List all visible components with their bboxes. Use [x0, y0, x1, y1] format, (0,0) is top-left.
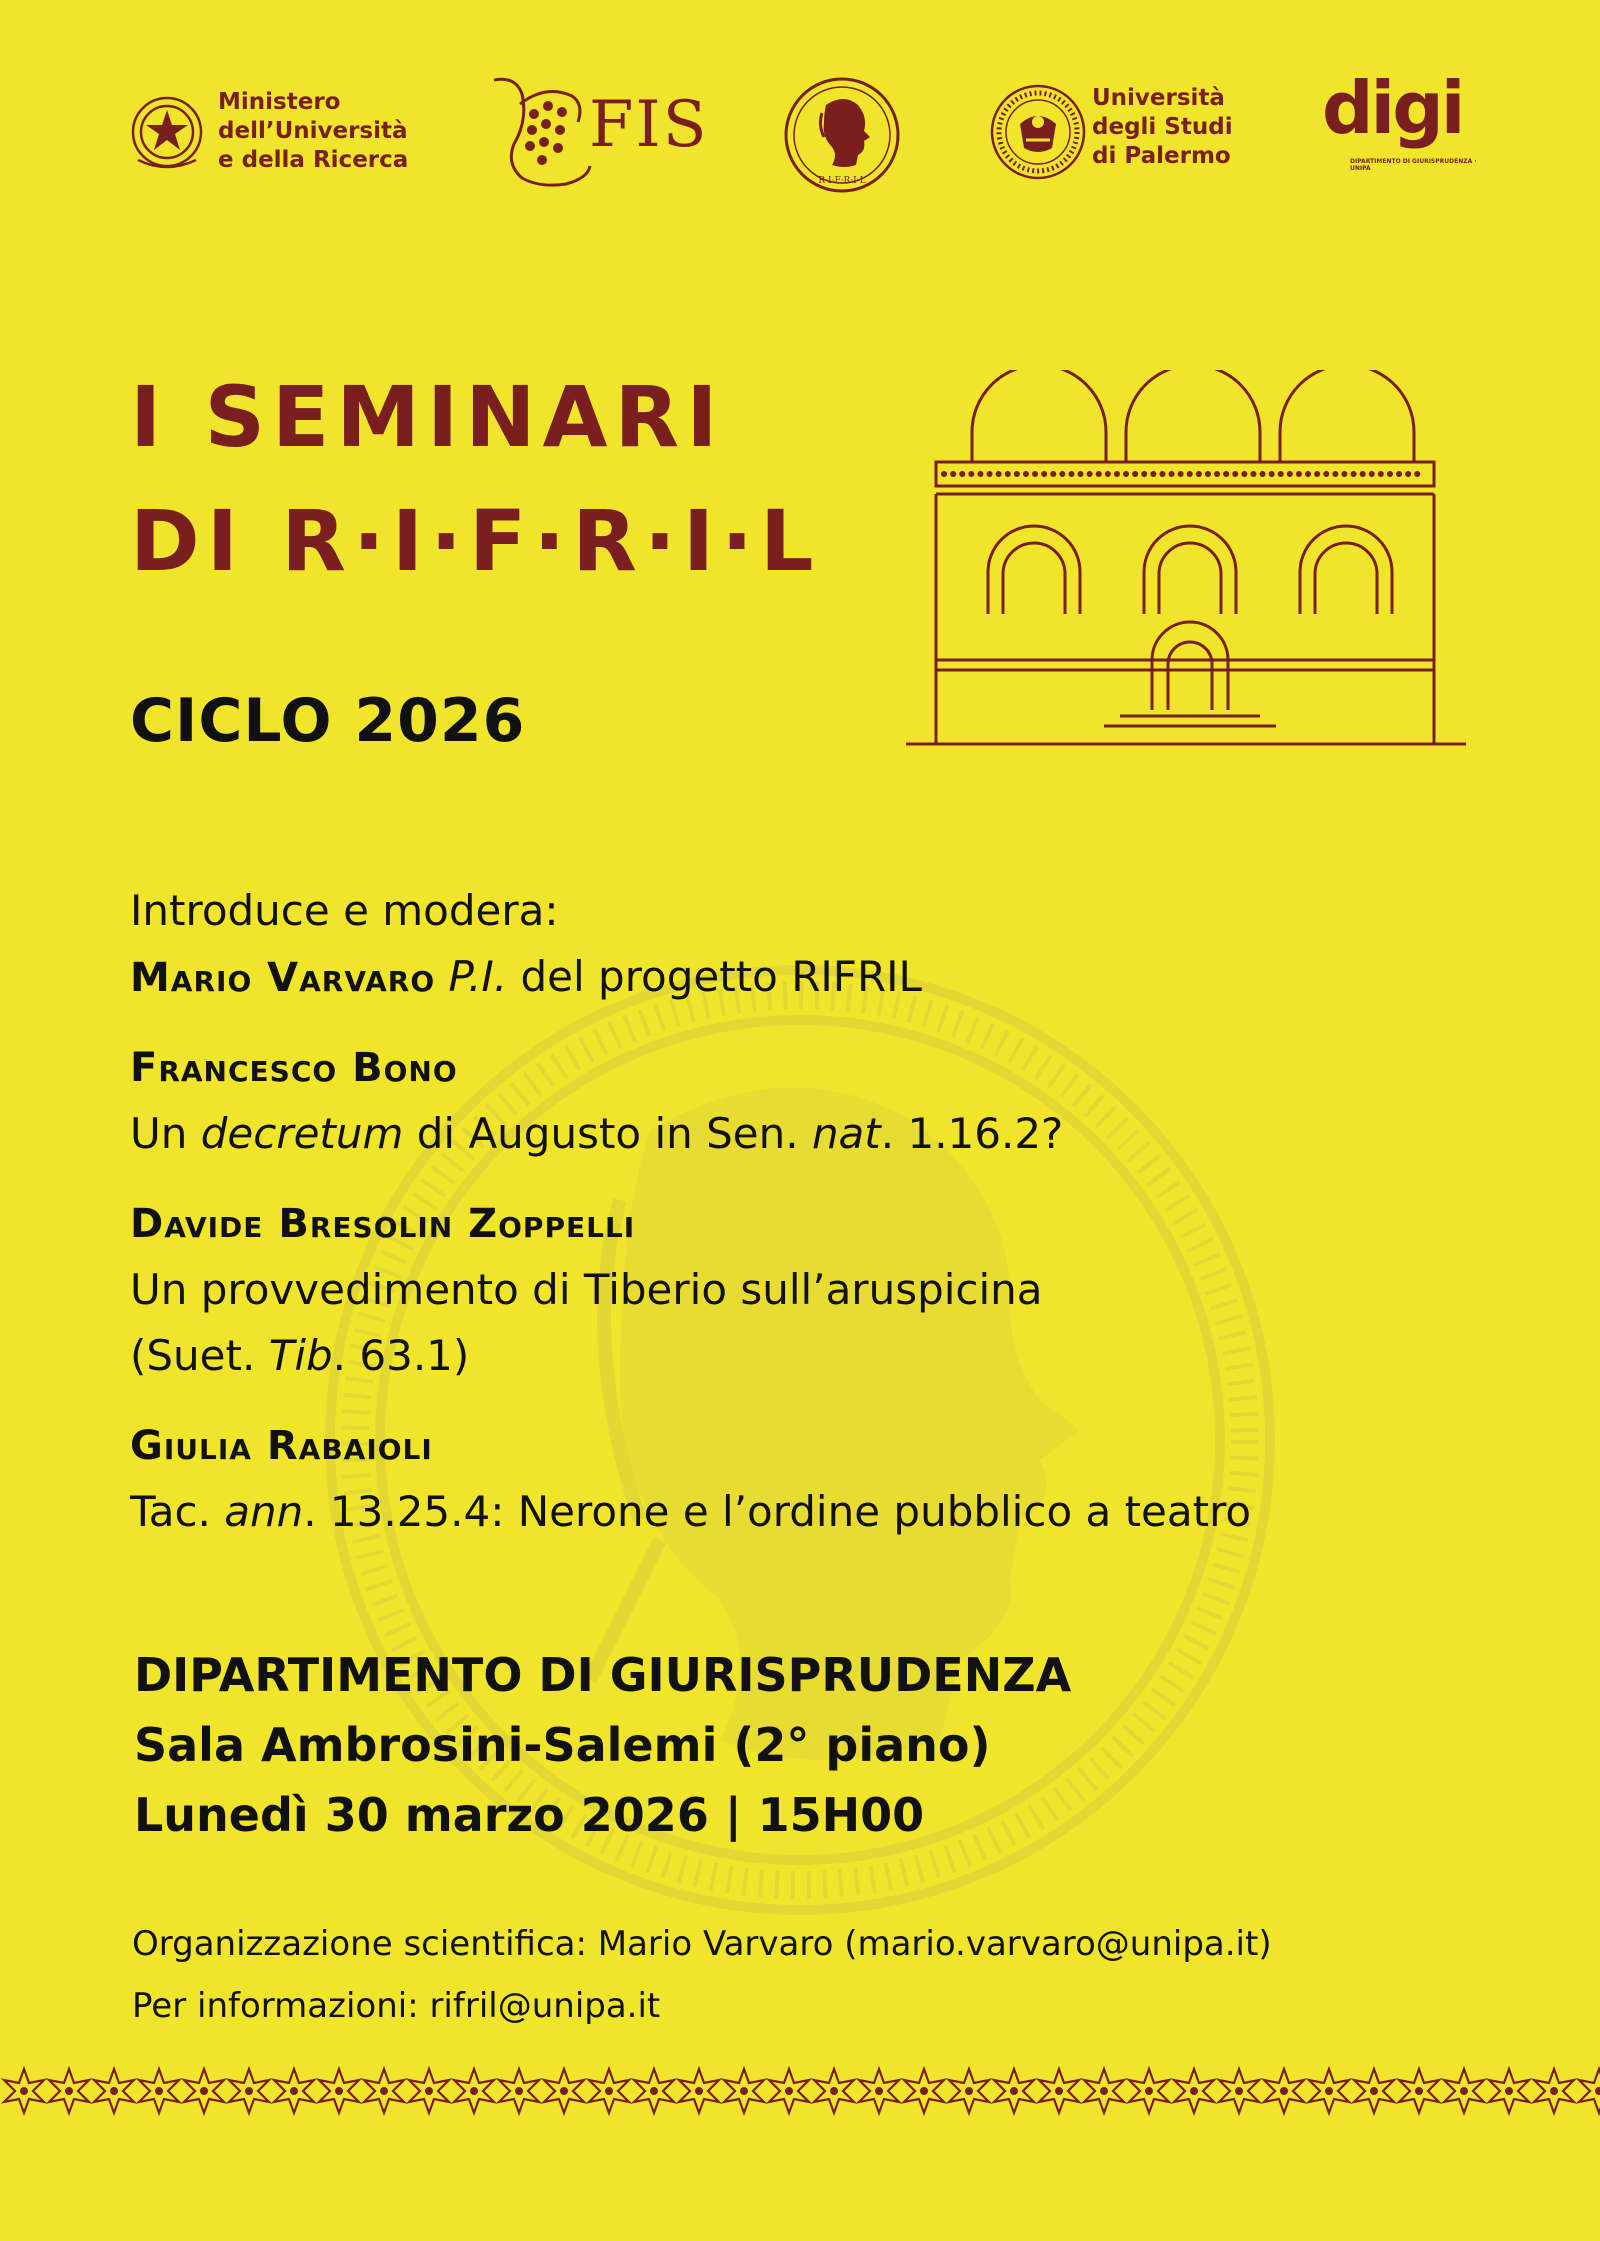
ornament-star	[949, 2069, 989, 2113]
speaker-name: Davide Bresolin Zoppelli	[130, 1201, 636, 1247]
ornament-star	[724, 2069, 764, 2113]
ornament-star	[1039, 2069, 1079, 2113]
unipa-text: Università degli Studi di Palermo	[1092, 85, 1233, 169]
ornament-star	[229, 2069, 269, 2113]
moderator-role-suffix: del progetto RIFRIL	[507, 952, 922, 1001]
cycle-label: CICLO 2026	[130, 686, 526, 756]
logo-fis	[486, 74, 709, 189]
ornament-star	[499, 2069, 539, 2113]
title-line-2: DI R·I·F·R·I·L	[130, 492, 821, 590]
ornament-star	[589, 2069, 629, 2113]
ornament-star	[544, 2069, 584, 2113]
laureate-coin-icon	[782, 75, 902, 195]
ornament-star	[1489, 2069, 1529, 2113]
unipa-seal-icon	[990, 82, 1086, 182]
ornament-star	[319, 2069, 359, 2113]
ornament-star	[49, 2069, 89, 2113]
intro-label: Introduce e modera:	[130, 886, 559, 935]
venue-block	[134, 1640, 1071, 1850]
ornament-star	[1354, 2069, 1394, 2113]
arab-norman-building-icon	[900, 370, 1470, 755]
fis-monogram-icon	[486, 74, 596, 189]
ornament-star	[1579, 2069, 1600, 2113]
moderator-name: Mario Varvaro	[130, 955, 436, 1001]
ornament-star	[1399, 2069, 1439, 2113]
rifril-coin-text: R·I·F·R·I·L	[818, 176, 866, 186]
ornament-star	[4, 2069, 44, 2113]
ministero-text: Ministero dell’Università e della Ricerca	[218, 89, 409, 173]
page-title	[130, 355, 821, 603]
logo-unipa	[990, 82, 1250, 187]
italian-emblem-icon	[128, 90, 206, 176]
ornament-star	[94, 2069, 134, 2113]
title-line-1: I SEMINARI	[130, 368, 725, 466]
speaker-name: Francesco Bono	[130, 1045, 458, 1091]
fis-text: FIS	[589, 88, 709, 162]
talk-title-reference: (Suet. Tib. 63.1)	[130, 1331, 470, 1380]
ornament-star	[994, 2069, 1034, 2113]
talk-title: Tac. ann. 13.25.4: Nerone e l’ordine pubblico a teatro	[130, 1487, 1252, 1536]
logo-bar	[0, 0, 1600, 220]
logo-ministero	[128, 88, 418, 178]
star-ornament-border	[0, 2063, 1600, 2119]
ornament-star	[274, 2069, 314, 2113]
ornament-star	[184, 2069, 224, 2113]
ornament-star	[409, 2069, 449, 2113]
ornament-star	[1219, 2069, 1259, 2113]
venue-department: DIPARTIMENTO DI GIURISPRUDENZA	[134, 1648, 1072, 1702]
logo-digi	[1322, 66, 1482, 180]
ornament-star	[904, 2069, 944, 2113]
ornament-star	[454, 2069, 494, 2113]
venue-datetime: Lunedì 30 marzo 2026 | 15H00	[134, 1788, 925, 1842]
ornament-star	[1174, 2069, 1214, 2113]
digi-subtitle: DIPARTIMENTO DI GIURISPRUDENZA · UNIPA	[1350, 158, 1477, 172]
venue-room: Sala Ambrosini-Salemi (2° piano)	[134, 1718, 991, 1772]
ornament-star	[1129, 2069, 1169, 2113]
organization-contact: Organizzazione scientifica: Mario Varvaro (mario.varvaro@unipa.it)	[132, 1924, 1272, 1964]
logo-rifril-coin	[782, 75, 902, 195]
ornament-star	[814, 2069, 854, 2113]
ornament-star	[364, 2069, 404, 2113]
ornament-star	[859, 2069, 899, 2113]
program	[130, 878, 1430, 1545]
digi-wordmark: digi	[1322, 66, 1463, 150]
ornament-star	[769, 2069, 809, 2113]
ornament-star	[139, 2069, 179, 2113]
talk-title: Un decretum di Augusto in Sen. nat. 1.16.2?	[130, 1109, 1064, 1158]
contacts-block	[132, 1913, 1272, 2037]
moderator-role: P.I.	[448, 952, 508, 1001]
talk-title: Un provvedimento di Tiberio sull’aruspicina	[130, 1265, 1043, 1314]
ornament-star	[1309, 2069, 1349, 2113]
info-contact: Per informazioni: rifril@unipa.it	[132, 1986, 661, 2026]
moderator-line	[130, 944, 1430, 1011]
ornament-star	[1444, 2069, 1484, 2113]
ornament-star	[679, 2069, 719, 2113]
ornament-star	[1534, 2069, 1574, 2113]
ornament-star	[634, 2069, 674, 2113]
ornament-star	[1084, 2069, 1124, 2113]
ornament-star	[1264, 2069, 1304, 2113]
speaker-name: Giulia Rabaioli	[130, 1423, 433, 1469]
